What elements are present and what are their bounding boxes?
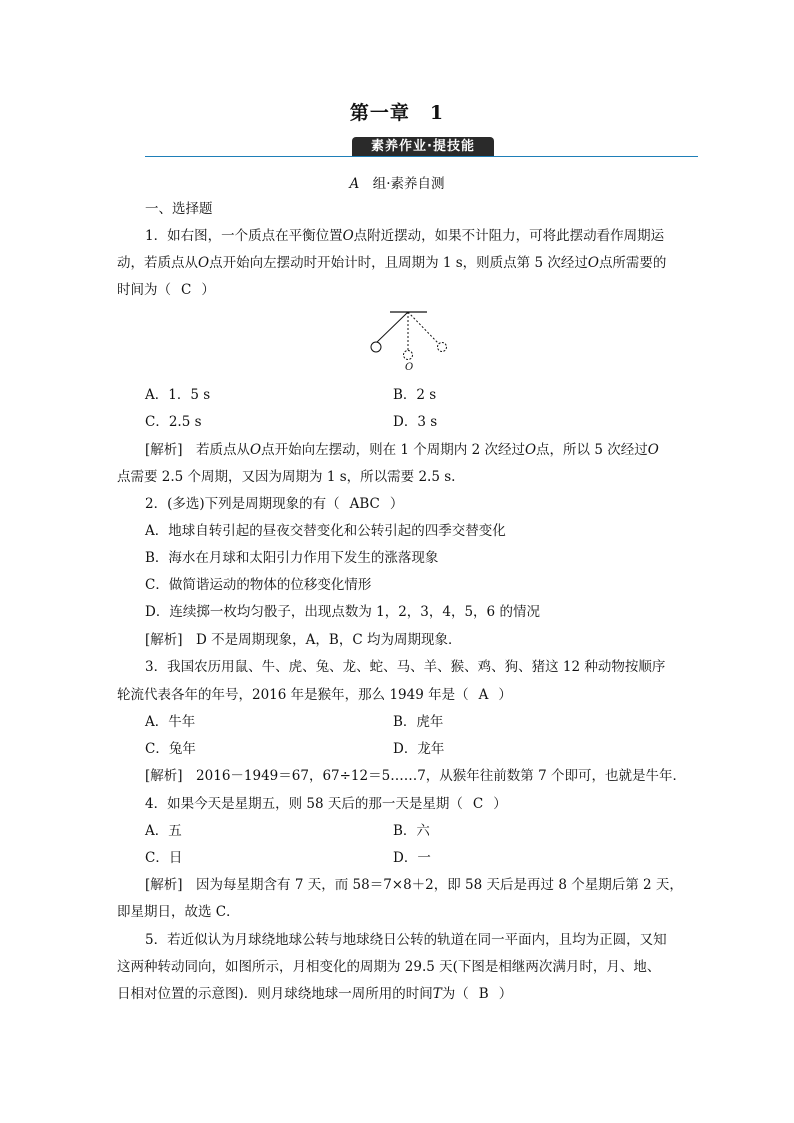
q4-explanation-line1: [解析] 因为每星期含有 7 天，而 58＝7×8＋2，即 58 天后是再过 8 个星期后第 2 天， xyxy=(145,877,683,893)
q2-option-b: B．海水在月球和太阳引力作用下发生的涨落现象 xyxy=(145,550,439,566)
header-divider xyxy=(145,156,698,157)
q2-explanation: [解析] D 不是周期现象，A，B，C 均为周期现象． xyxy=(145,632,462,648)
q3-line2: 轮流代表各年的年号，2016 年是猴年，那么 1949 年是（ A ） xyxy=(117,687,512,703)
q3-answer: A xyxy=(478,687,489,703)
q5-line3: 日相对位置的示意图)．则月球绕地球一周所用的时间T为（ B ） xyxy=(117,986,513,1002)
q4-explanation-line2: 即星期日，故选 C． xyxy=(117,904,240,920)
q2-answer: ABC xyxy=(349,496,380,512)
q4-option-d: D．一 xyxy=(393,850,431,866)
q3-option-a: A．牛年 xyxy=(145,714,196,730)
q1-option-b: B．2 s xyxy=(393,387,437,403)
q5-line1: 5．若近似认为月球绕地球公转与地球绕日公转的轨道在同一平面内，且均为正圆，又知 xyxy=(145,932,667,948)
q1-line2: 动，若质点从O点开始向左摆动时开始计时，且周期为 1 s，则质点第 5 次经过O点所需要的 xyxy=(117,255,667,271)
q1-answer: C xyxy=(181,282,192,298)
q1-explanation-line1: [解析] 若质点从O点开始向左摆动，则在 1 个周期内 2 次经过O点，所以 5 次经过O xyxy=(145,442,659,458)
section-banner: 素养作业·提技能 xyxy=(352,137,494,156)
q5-answer: B xyxy=(478,986,489,1002)
q4-option-b: B．六 xyxy=(393,823,430,839)
group-heading xyxy=(0,172,794,192)
q1-option-d: D．3 s xyxy=(393,414,438,430)
q1-line3: 时间为（ C ） xyxy=(117,282,215,298)
q1-explanation-line2: 点需要 2.5 个周期，又因为周期为 1 s，所以需要 2.5 s. xyxy=(117,469,456,485)
q2-option-c: C．做简谐运动的物体的位移变化情形 xyxy=(145,577,372,593)
q2-option-d: D．连续掷一枚均匀骰子，出现点数为 1，2，3，4，5，6 的情况 xyxy=(145,604,540,620)
q1-line1: 1．如右图，一个质点在平衡位置O点附近摆动，如果不计阻力，可将此摆动看作周期运 xyxy=(145,228,665,244)
chapter-title: 第一章 1 xyxy=(349,102,445,124)
q2-stem: 2．(多选)下列是周期现象的有（ ABC ） xyxy=(145,496,404,512)
group-title: 组·素养自测 xyxy=(372,176,445,192)
q4-option-c: C．日 xyxy=(145,850,183,866)
q3-line1: 3．我国农历用鼠、牛、虎、兔、龙、蛇、马、羊、猴、鸡、狗、猪这 12 种动物按顺序 xyxy=(145,659,666,675)
q3-option-c: C．兔年 xyxy=(145,741,196,757)
q1-option-c: C．2.5 s xyxy=(145,414,202,430)
q3-option-d: D．龙年 xyxy=(393,741,445,757)
q5-line2: 这两种转动同向，如图所示，月相变化的周期为 29.5 天(下图是相继两次满月时，月、地、 xyxy=(117,959,661,975)
q2-option-a: A．地球自转引起的昼夜交替变化和公转引起的四季交替变化 xyxy=(145,523,506,539)
q4-answer: C xyxy=(472,796,484,812)
section-title: 一、选择题 xyxy=(145,201,213,217)
q4-stem: 4．如果今天是星期五，则 58 天后的那一天是星期（ C ） xyxy=(145,796,507,812)
q3-explanation: [解析] 2016－1949＝67，67÷12＝5……7，从猴年往前数第 7 个即可，也就是牛年． xyxy=(145,768,686,784)
q3-option-b: B．虎年 xyxy=(393,714,444,730)
group-letter: A xyxy=(349,176,360,192)
q1-option-a: A．1．5 s xyxy=(145,387,211,403)
pendulum-label-o: O xyxy=(405,362,414,373)
q4-option-a: A．五 xyxy=(145,823,182,839)
